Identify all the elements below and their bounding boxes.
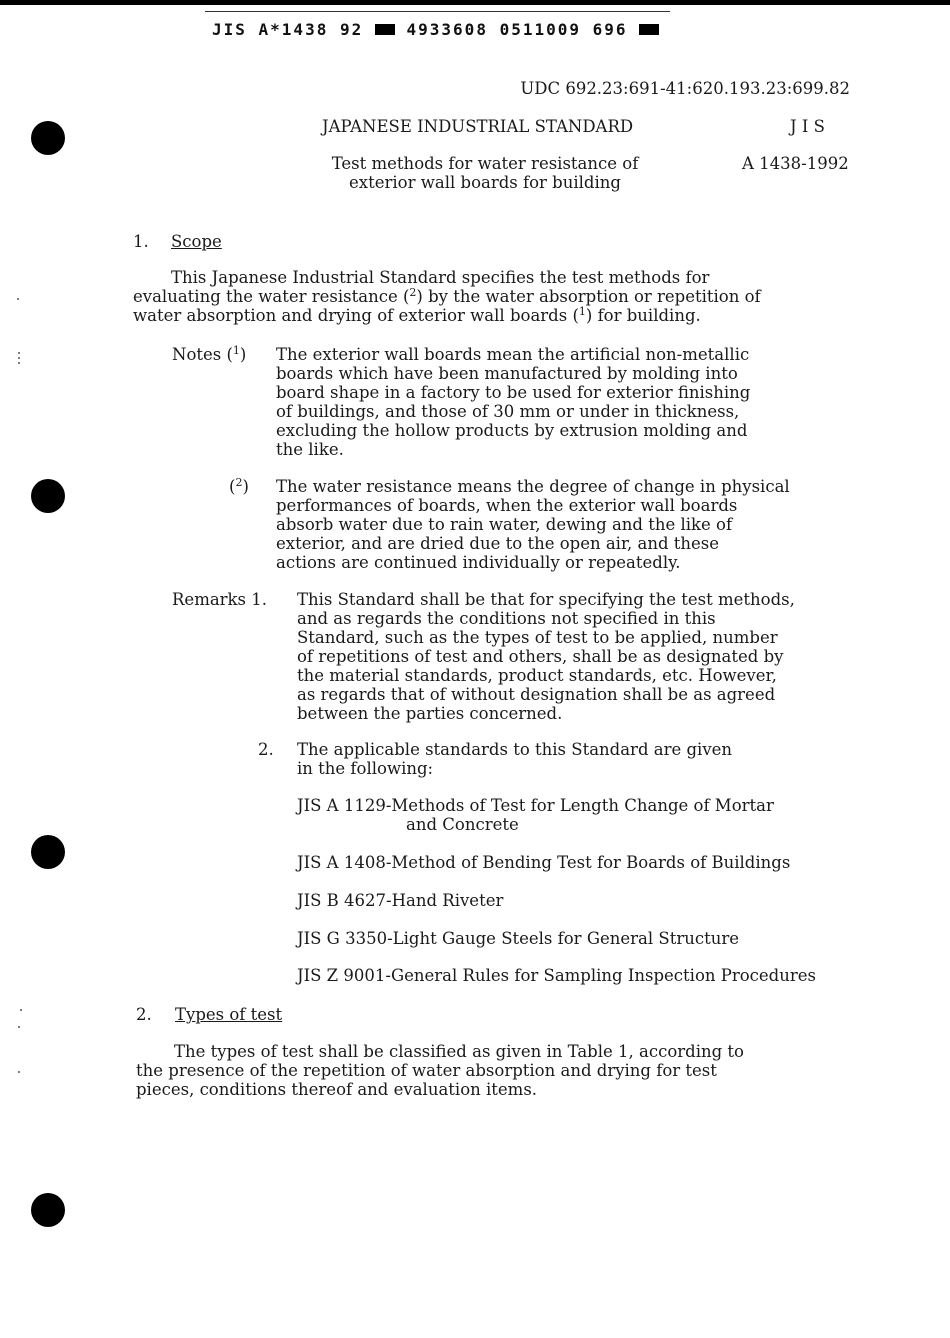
text-run: ) for building. [585,306,701,325]
note-line: the like. [276,440,344,459]
jis-mark: J I S [790,117,825,136]
remark-line: This Standard shall be that for specifying the test methods, [297,590,795,609]
remark-line: Standard, such as the types of test to be applied, number [297,628,778,647]
title-line: Test methods for water resistance of [331,154,639,173]
note-line: board shape in a factory to be used for exterior finishing [276,383,751,402]
referenced-standard: JIS A 1408-Method of Bending Test for Boards of Buildings [297,853,791,872]
para-line [133,306,761,325]
remark-line: of repetitions of test and others, shall be as designated by [297,647,784,666]
udc-code: UDC 692.23:691-41:620.193.23:699.82 [520,79,850,98]
text-run: ) by the water absorption or repetition of [416,287,761,306]
referenced-standard: JIS B 4627-Hand Riveter [297,891,504,910]
remark-1-text [297,590,795,723]
note-line: exterior, and are dried due to the open air, and these [276,534,720,553]
barcode-block-icon [375,24,395,35]
punch-hole-icon [31,835,65,869]
scan-top-border [0,0,950,5]
text-run: evaluating the water resistance ( [133,287,410,306]
para-line: pieces, conditions thereof and evaluation items. [136,1080,538,1099]
para-line: The types of test shall be classified as given in Table 1, according to [174,1042,744,1061]
text-run: ( [229,477,236,496]
text-run: water absorption and drying of exterior wall boards ( [133,306,579,325]
remark-line: the material standards, product standards, etc. However, [297,666,777,685]
standard-heading: JAPANESE INDUSTRIAL STANDARD [322,117,634,136]
note-line: actions are continued individually or repeatedly. [276,553,681,572]
para-line: the presence of the repetition of water absorption and drying for test [136,1061,717,1080]
standard-line: JIS A 1129-Methods of Test for Length Change of Mortar [297,796,774,815]
document-code-header [212,20,659,39]
scan-speck [18,357,20,359]
remark-line: The applicable standards to this Standard are given [297,740,733,759]
notes-label [172,345,246,364]
header-rule [205,11,670,12]
note-number: 1 [232,344,240,357]
scan-speck [18,362,20,364]
para-line [133,287,761,306]
scan-speck [17,298,19,300]
section-heading: Scope [171,232,222,251]
standard-number: A 1438-1992 [742,154,849,173]
note-line: excluding the hollow products by extrusion molding and [276,421,748,440]
remark-line: between the parties concerned. [297,704,563,723]
punch-hole-icon [31,1193,65,1227]
referenced-standard [297,796,774,834]
referenced-standard: JIS G 3350-Light Gauge Steels for General Structure [297,929,739,948]
section-heading: Types of test [175,1005,283,1024]
remarks-label: Remarks 1. [172,590,268,609]
code-mid: 4933608 0511009 696 [406,20,628,39]
title-line: exterior wall boards for building [349,173,621,192]
punch-hole-icon [31,479,65,513]
text-run: ) [242,477,249,496]
note-line: performances of boards, when the exterior wall boards [276,496,738,515]
note-2-label [229,477,249,496]
note-line: The water resistance means the degree of change in physical [276,477,790,496]
note-line: of buildings, and those of 30 mm or under in thickness, [276,402,740,421]
remark-2-text [297,740,732,778]
note-ref: 2 [409,286,417,299]
scan-speck [20,1009,22,1011]
scope-paragraph [133,268,761,325]
remark-2-label: 2. [258,740,274,759]
remark-line: as regards that of without designation shall be as agreed [297,685,776,704]
section-number: 1. [133,232,149,251]
referenced-standard: JIS Z 9001-General Rules for Sampling Inspection Procedures [297,966,816,985]
note-1-text [276,345,750,459]
punch-hole-icon [31,121,65,155]
note-number: 2 [235,476,243,489]
scan-speck [18,352,20,354]
text-run: Notes ( [172,345,233,364]
code-prefix: JIS A*1438 92 [212,20,364,39]
section-number: 2. [136,1005,152,1024]
note-line: The exterior wall boards mean the artificial non-metallic [276,345,750,364]
para-line: This Japanese Industrial Standard specifies the test methods for [171,268,710,287]
text-run: ) [239,345,247,364]
document-title [305,154,665,192]
note-line: absorb water due to rain water, dewing and the like of [276,515,733,534]
remark-line: and as regards the conditions not specified in this [297,609,716,628]
remark-line: in the following: [297,759,434,778]
barcode-block-icon [639,24,659,35]
scan-speck [18,1071,20,1073]
note-ref: 1 [578,305,586,318]
standard-line: and Concrete [406,815,519,834]
note-2-text [276,477,790,572]
scan-speck [18,1026,20,1028]
types-paragraph [136,1042,744,1099]
note-line: boards which have been manufactured by molding into [276,364,738,383]
